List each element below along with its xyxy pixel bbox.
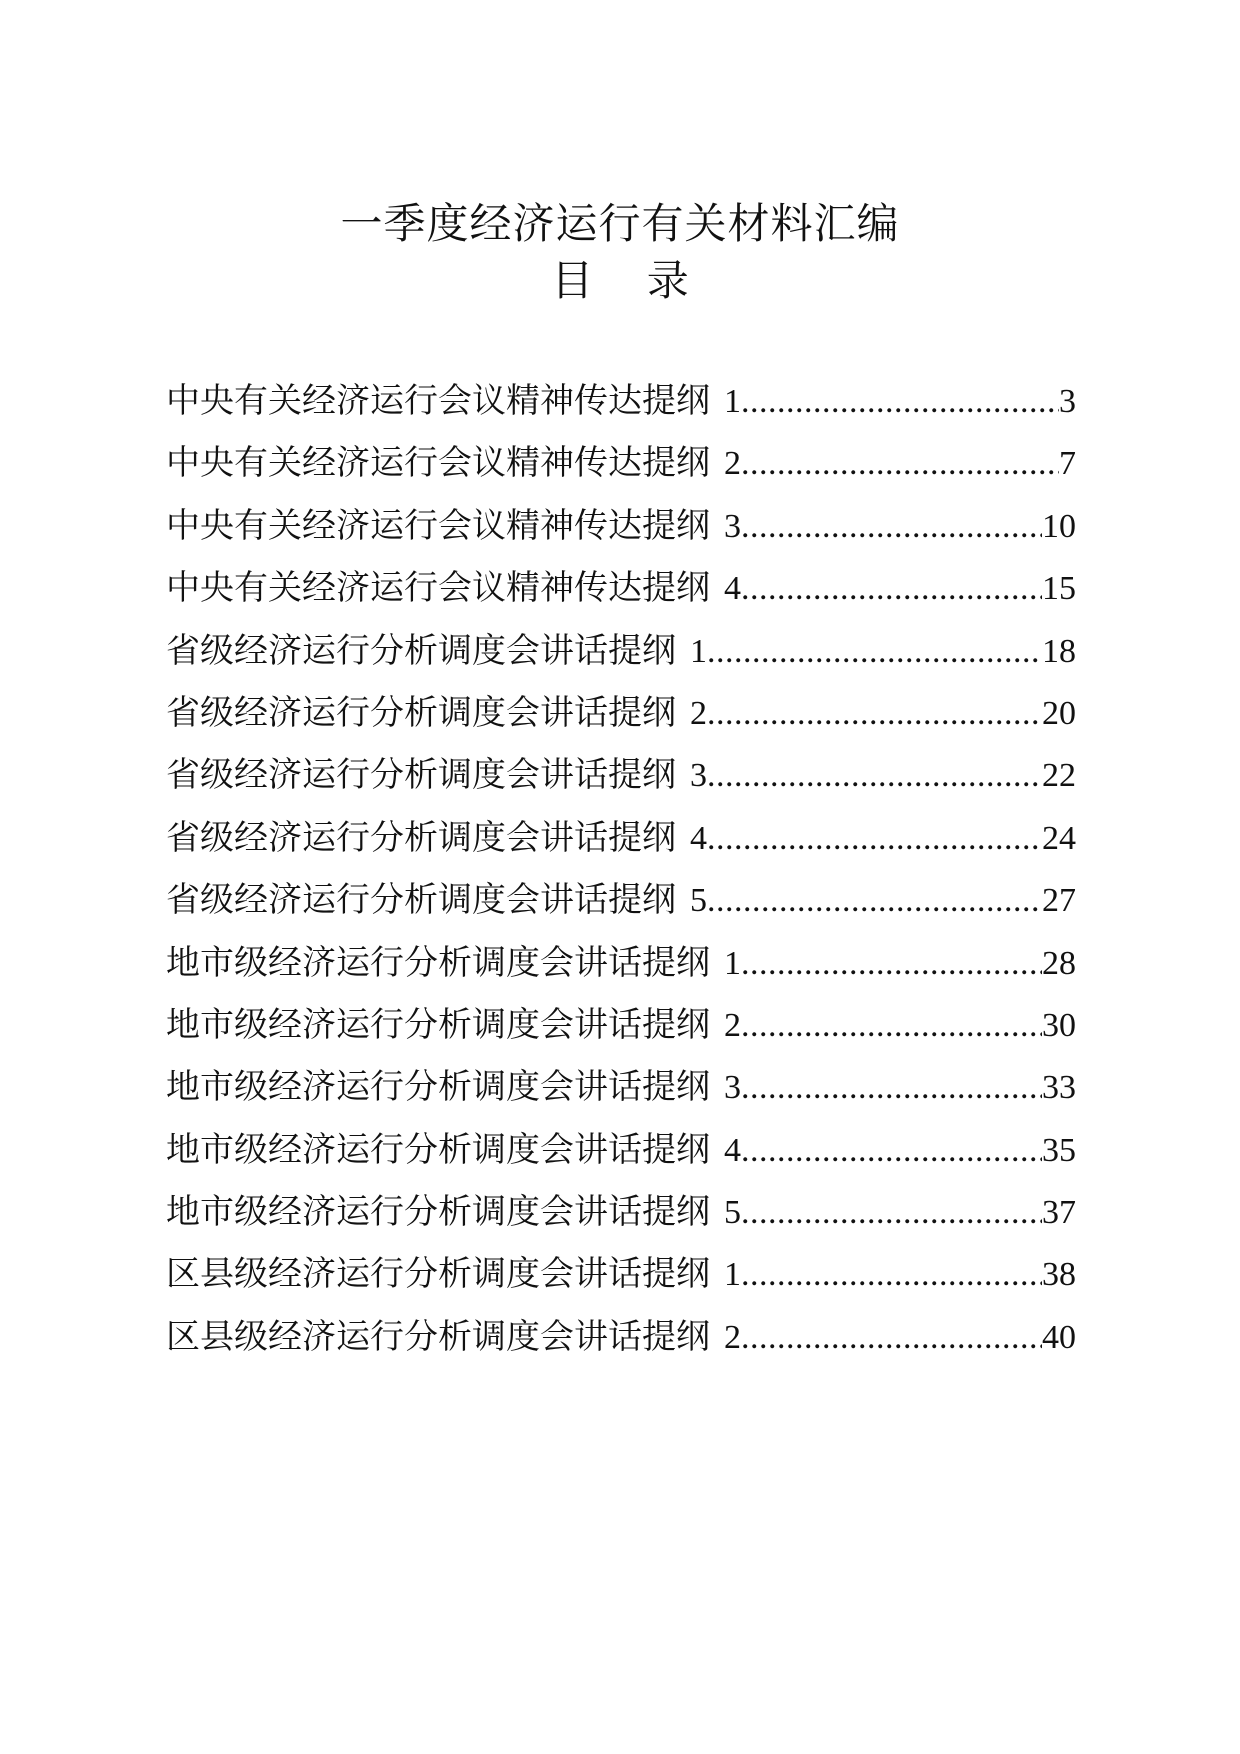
toc-entry-title: 地市级经济运行分析调度会讲话提纲 <box>166 1067 710 1108</box>
toc-entry-title: 省级经济运行分析调度会讲话提纲 <box>166 692 676 733</box>
toc-entry-number: 4 <box>724 1131 741 1169</box>
toc-entry[interactable] <box>166 682 1076 744</box>
toc-entry-page: 40 <box>1042 1318 1076 1356</box>
toc-entry[interactable] <box>166 370 1076 432</box>
toc-entry-number: 4 <box>690 819 707 857</box>
toc-entry[interactable] <box>166 932 1076 994</box>
toc-entry-number: 1 <box>690 632 707 670</box>
toc-dot-leader <box>707 870 1042 932</box>
toc-dot-leader <box>707 621 1042 683</box>
toc-entry-title: 省级经济运行分析调度会讲话提纲 <box>166 630 676 671</box>
toc-entry[interactable] <box>166 495 1076 557</box>
toc-entry-title: 地市级经济运行分析调度会讲话提纲 <box>166 1129 710 1170</box>
toc-entry-number: 2 <box>690 694 707 732</box>
toc-entry-page: 3 <box>1059 383 1076 420</box>
toc-entry-page: 28 <box>1042 944 1076 982</box>
toc-entry-page: 27 <box>1042 882 1076 920</box>
toc-entry[interactable] <box>166 994 1076 1056</box>
toc-entry-title: 地市级经济运行分析调度会讲话提纲 <box>166 942 710 983</box>
toc-dot-leader <box>741 995 1042 1057</box>
toc-dot-leader <box>707 808 1042 870</box>
toc-entry-number: 1 <box>724 383 741 420</box>
toc-entry-title: 地市级经济运行分析调度会讲话提纲 <box>166 1192 710 1233</box>
toc-entry-number: 2 <box>724 1006 741 1044</box>
toc-entry[interactable] <box>166 1181 1076 1243</box>
toc-entry-title: 省级经济运行分析调度会讲话提纲 <box>166 755 676 796</box>
toc-heading: 目 录 <box>551 256 689 305</box>
toc-entry-page: 20 <box>1042 694 1076 732</box>
toc-entry-title: 省级经济运行分析调度会讲话提纲 <box>166 817 676 858</box>
toc-entry-title: 中央有关经济运行会议精神传达提纲 <box>166 568 710 609</box>
table-of-contents <box>166 370 1076 1368</box>
toc-dot-leader <box>741 371 1059 433</box>
toc-entry-number: 3 <box>724 507 741 545</box>
toc-dot-leader <box>741 1057 1042 1119</box>
toc-dot-leader <box>707 745 1042 807</box>
toc-entry[interactable] <box>166 869 1076 931</box>
toc-dot-leader <box>741 933 1042 995</box>
toc-entry-number: 4 <box>724 570 741 608</box>
toc-entry-page: 10 <box>1042 507 1076 545</box>
toc-entry-page: 22 <box>1042 757 1076 795</box>
toc-entry[interactable] <box>166 432 1076 494</box>
toc-dot-leader <box>741 1120 1042 1182</box>
toc-entry-number: 3 <box>690 757 707 795</box>
toc-entry-page: 18 <box>1042 632 1076 670</box>
toc-entry-number: 5 <box>690 882 707 920</box>
toc-entry-page: 7 <box>1059 445 1076 483</box>
toc-entry-page: 38 <box>1042 1256 1076 1294</box>
toc-entry[interactable] <box>166 1243 1076 1305</box>
toc-dot-leader <box>741 433 1059 495</box>
toc-entry-page: 37 <box>1042 1194 1076 1232</box>
toc-entry[interactable] <box>166 1119 1076 1181</box>
toc-entry-number: 1 <box>724 944 741 982</box>
toc-entry-title: 中央有关经济运行会议精神传达提纲 <box>166 381 710 421</box>
toc-entry-title: 省级经济运行分析调度会讲话提纲 <box>166 880 676 921</box>
toc-entry-title: 地市级经济运行分析调度会讲话提纲 <box>166 1004 710 1045</box>
toc-entry-page: 15 <box>1042 570 1076 608</box>
toc-entry[interactable] <box>166 1056 1076 1118</box>
toc-entry[interactable] <box>166 807 1076 869</box>
toc-entry-page: 35 <box>1042 1131 1076 1169</box>
toc-entry[interactable] <box>166 557 1076 619</box>
toc-entry-number: 2 <box>724 1318 741 1356</box>
toc-entry-page: 30 <box>1042 1006 1076 1044</box>
toc-entry-number: 1 <box>724 1256 741 1294</box>
toc-dot-leader <box>741 1244 1042 1306</box>
toc-dot-leader <box>741 496 1042 558</box>
toc-entry-title: 区县级经济运行分析调度会讲话提纲 <box>166 1254 710 1295</box>
toc-dot-leader <box>707 683 1042 745</box>
toc-entry[interactable] <box>166 620 1076 682</box>
toc-entry-page: 24 <box>1042 819 1076 857</box>
toc-dot-leader <box>741 558 1042 620</box>
toc-entry[interactable] <box>166 1306 1076 1368</box>
toc-entry-page: 33 <box>1042 1069 1076 1107</box>
toc-entry-title: 中央有关经济运行会议精神传达提纲 <box>166 505 710 546</box>
toc-entry-number: 5 <box>724 1194 741 1232</box>
document-title: 一季度经济运行有关材料汇编 <box>340 199 900 248</box>
toc-dot-leader <box>741 1307 1042 1369</box>
toc-entry-number: 2 <box>724 445 741 483</box>
toc-entry-title: 区县级经济运行分析调度会讲话提纲 <box>166 1316 710 1357</box>
toc-entry-number: 3 <box>724 1069 741 1107</box>
toc-entry-title: 中央有关经济运行会议精神传达提纲 <box>166 443 710 484</box>
toc-entry[interactable] <box>166 744 1076 806</box>
toc-dot-leader <box>741 1182 1042 1244</box>
